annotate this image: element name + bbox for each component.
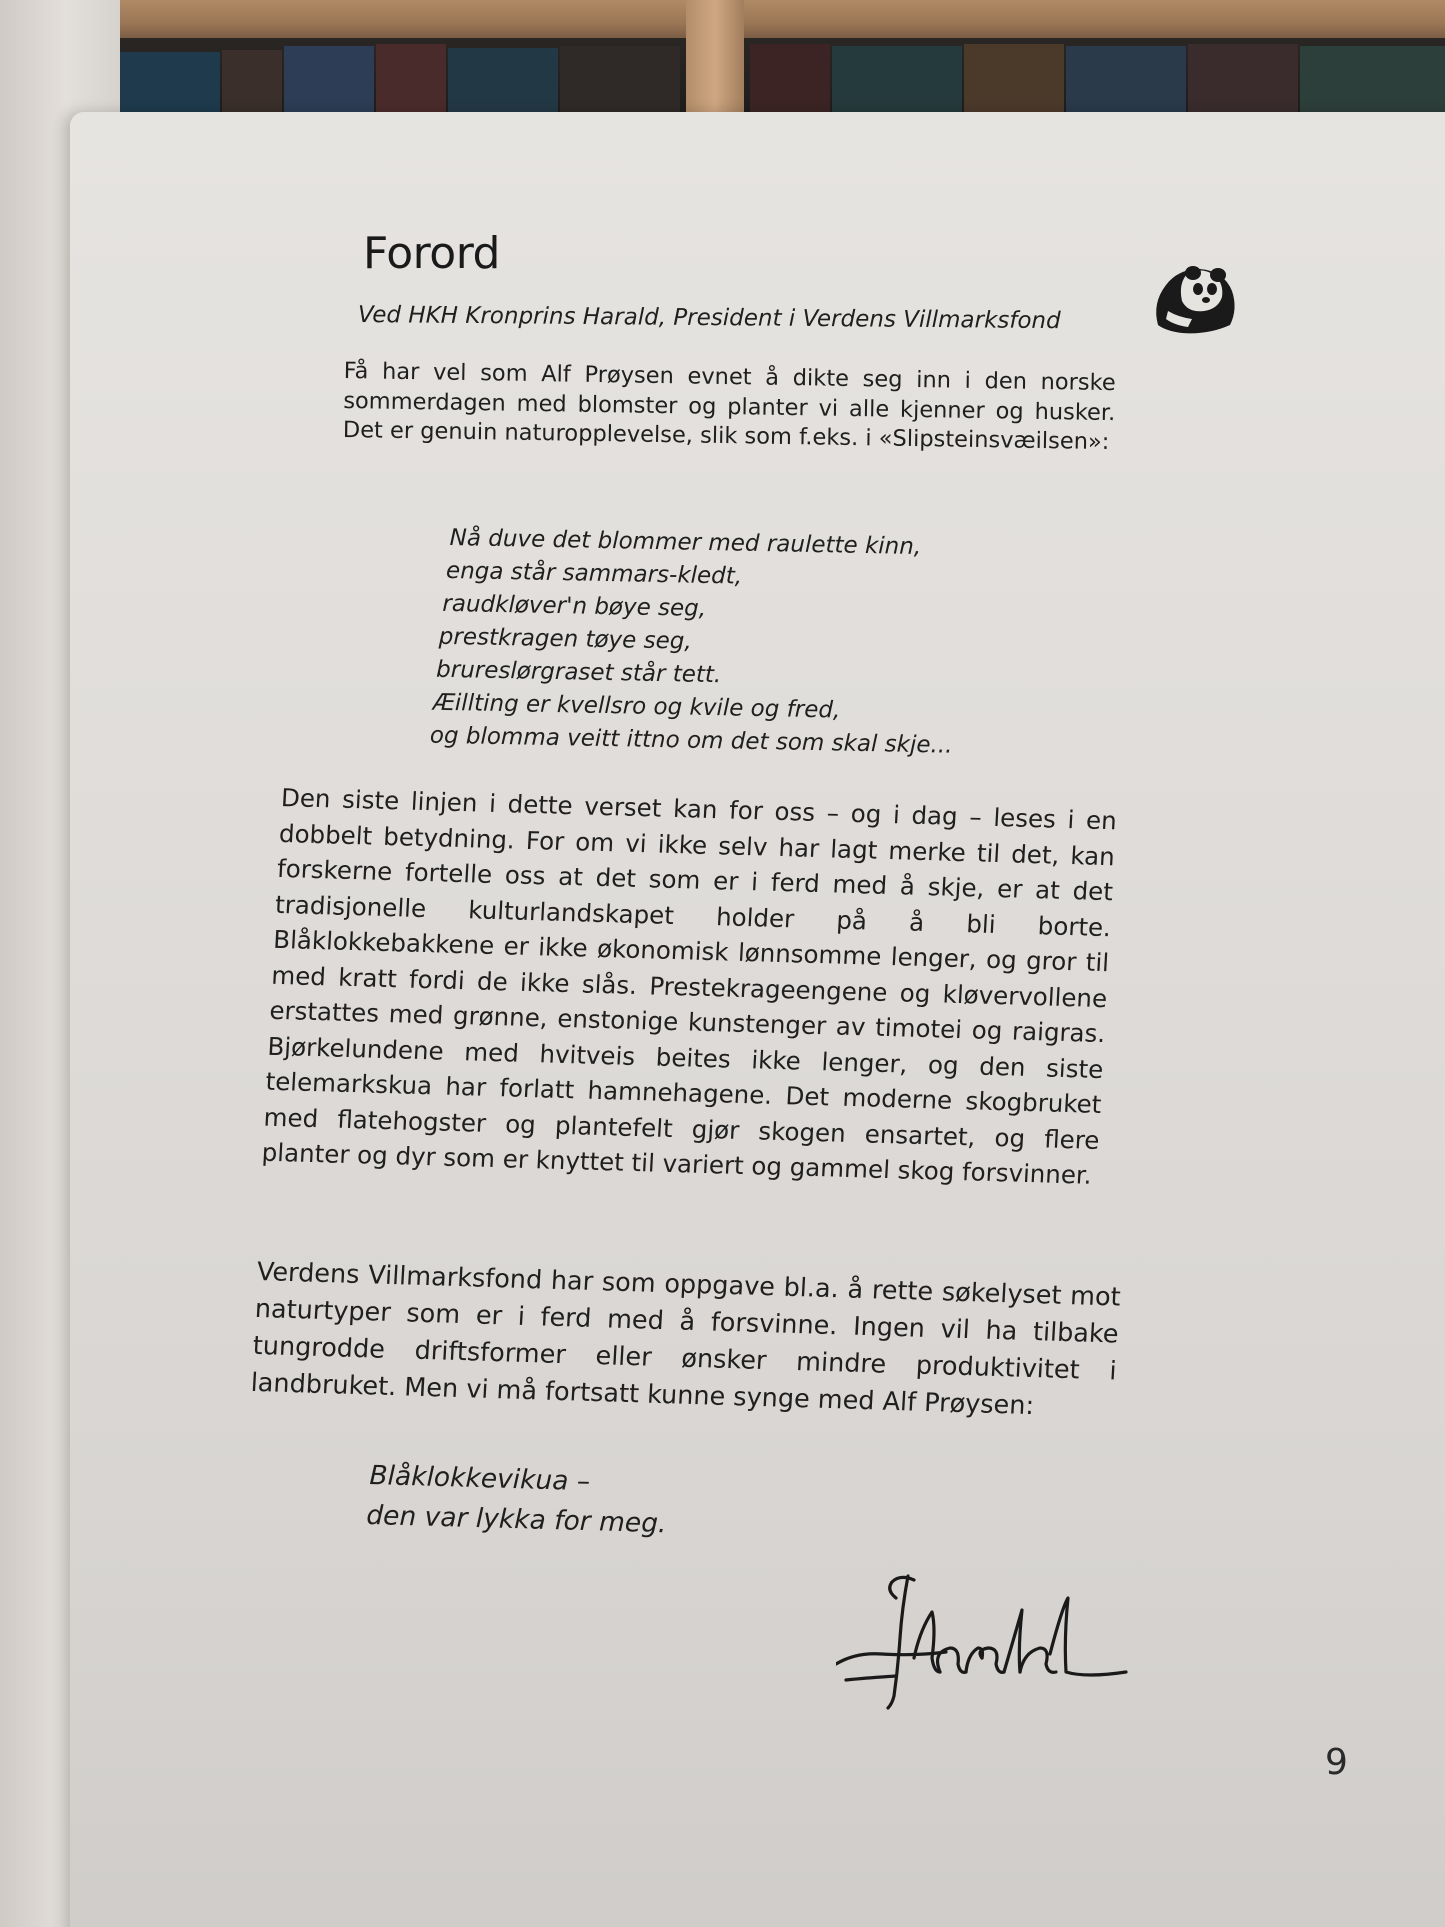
body-paragraph-2: Den siste linjen i dette verset kan for oss – og i dag – leses i en dobbelt betydning. For om vi ikke selv har lagt merke til det, kan forskerne fortelle oss at det som er i ferd med å skje, er at det tradisjonelle kulturlandskapet holder på å bli borte. Blåklokkebakkene er ikke økonomisk lønnsomme lenger, og gror til med kratt fordi de ikke slås. Prestekrageengene og kløvervollene erstattes med grønne, enstonige kunstenger av timotei og raigras. Bjørkelundene med hvitveis beites ikke lenger, og den siste telemarkskua har forlatt hamnehagene. Det moderne skogbruket med flatehogster og plantefelt gjør skogen ensartet, og flere planter og dyr som er knyttet til variert og gammel skog forsvinner. (261, 782, 1118, 1190)
poem-line: Blåklokkevikua – (369, 1459, 591, 1498)
poem-excerpt-2 (365, 1456, 668, 1544)
poem-line: den var lykka for meg. (365, 1499, 667, 1540)
handwritten-signature-icon (836, 1568, 1136, 1712)
wwf-panda-icon (1148, 253, 1242, 337)
body-paragraph-3: Verdens Villmarksfond har som oppgave bl.a. å rette søkelyset mot naturtyper som er i ferd med å forsvinne. Ingen vil ha tilbake tungrodde driftsformer eller ønsker mindre produktivitet i landbruket. Men vi må fortsatt kunne synge med Alf Prøysen: (249, 1256, 1122, 1422)
poem-line: raudkløver'n bøye seg, (442, 590, 707, 622)
page-subtitle: Ved HKH Kronprins Harald, President i Verdens Villmarksfond (357, 302, 1061, 335)
poem-line: Æillting er kvellsro og kvile og fred, (432, 689, 841, 724)
page-heading: Forord (363, 228, 500, 279)
poem-line: brureslørgraset står tett. (435, 656, 722, 689)
poem-line: Nå duve det blommer med raulette kinn, (449, 524, 922, 561)
poem-line: enga står sammars-kledt, (445, 557, 743, 590)
poem-line: og blomma veitt ittno om det som skal skje... (429, 722, 953, 759)
bookshelf-background (0, 0, 1445, 130)
page-number: 9 (1325, 1742, 1348, 1783)
shelf-post (686, 0, 744, 130)
intro-paragraph: Få har vel som Alf Prøysen evnet å dikte seg inn i den norske sommerdagen med blomster og planter vi alle kjenner og husker. Det er genuin naturopplevelse, slik som f.eks. i «Slipsteinsvæilsen»: (342, 357, 1116, 456)
poem-line: prestkragen tøye seg, (438, 623, 692, 655)
poem-excerpt-1 (429, 522, 957, 763)
